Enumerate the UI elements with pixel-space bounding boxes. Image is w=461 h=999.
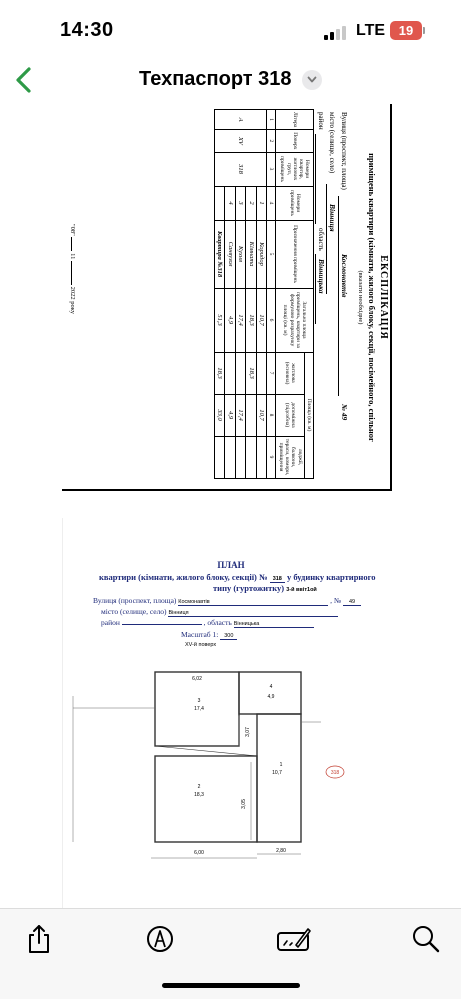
room-1-area: 10,7 [272,770,282,776]
plan-city-row [101,607,338,617]
status-time: 14:30 [60,19,114,41]
total-aux: 33,0 [214,394,224,436]
col-number: 6 [267,288,276,352]
room-aux: 17,4 [235,394,245,436]
date-year: 2022 року [69,286,76,315]
room-4-area: 4,9 [267,694,275,700]
status-bar [0,0,461,60]
plan-floor-label: XV-й поверх [185,642,217,648]
dim-305: 3,05 [241,799,247,809]
col-number: 2 [267,130,276,152]
total-living: 18,3 [214,352,224,394]
city-line [326,184,327,294]
street-line [338,196,339,396]
explication-content [62,104,392,491]
markup-pen-icon [145,923,175,955]
room-3-no: 3 [197,698,201,704]
room-aux [246,394,256,436]
district-line [315,134,316,224]
plan-city-label: місто (селище, село) [101,607,167,616]
table-row [256,110,266,479]
room-1-no: 1 [279,762,283,768]
th-total-area: Загальна площа приміщень, квартири за формулою розрахунку площі (кв. м) [276,288,314,352]
plan-subtitle-text-3: типу (гуртожитку) [213,583,285,593]
flat-marker-label: 318 [330,770,340,776]
th-room-no: Номери приміщень [276,186,314,220]
search-button[interactable] [411,923,441,955]
plan-subtitle-text-2: у будинку квартирного [287,572,376,582]
plan-flat-no: 318 [270,576,285,583]
explication-title: ЕКСПЛІКАЦІЯ [378,255,389,340]
col-number: 9 [267,436,276,478]
col-number: 8 [267,394,276,436]
explication-table [214,109,314,479]
wall-room-2 [155,756,257,842]
row-flat: 318 [214,152,266,186]
city-label: місто (селище, село) [328,112,336,174]
col-number: 1 [267,110,276,130]
plan-region-value: Вінницька [234,621,314,628]
dim-280: 2,80 [276,848,286,854]
room-name: Коридор [256,220,266,288]
room-no: 1 [256,186,266,220]
region-label: область [317,228,325,251]
total-empty [214,186,224,220]
plan-region-label: , область [203,618,232,627]
share-icon [24,923,54,955]
room-name: Санвузол [225,220,235,288]
room-living [235,352,245,394]
network-type: LTE [356,22,386,39]
plan-city-value: Вінниця [168,610,338,617]
dim-602: 6,02 [192,676,202,682]
page-gap [0,496,461,514]
total-balcony [214,436,224,478]
signal-icon [324,26,346,40]
explication-subtitle: приміщень квартири (кімнати, жилого блоку, секції, посімейного, спільног [367,153,377,442]
plan-district-label: район [101,618,120,627]
chevron-down-icon [307,76,317,84]
date-day: "08" [69,224,76,236]
document-viewer[interactable] [0,104,461,908]
street-value: Космонавтів [340,254,349,298]
signature-button[interactable] [276,923,312,955]
dim-600: 6,00 [194,850,204,856]
plan-scale-row [181,630,237,639]
explication-date [69,224,76,314]
plan-street-label: Вулиця (проспект, площа) [93,596,177,605]
plan-building-type: 3-й ввіт1ой [286,587,317,593]
plan-street-row [93,596,361,606]
th-flat-no: Номери квартир, житлових груп, приміщень [276,152,314,186]
th-balcony: лоджії, балкони, тераси, комори, приміщення [276,436,304,478]
title-menu-button[interactable] [302,70,322,90]
city-value: Вінниця [328,204,337,232]
battery-tip [423,27,425,34]
total-area: 51,3 [214,288,224,352]
room-living: 18,3 [246,352,256,394]
plan-scale-label: Масштаб 1: [181,630,219,639]
region-value: Вінницька [317,259,326,294]
room-total: 17,4 [235,288,245,352]
room-aux: 4,9 [225,394,235,436]
row-floor: XV [214,130,266,152]
room-no: 2 [246,186,256,220]
room-3-area: 17,4 [194,706,204,712]
wall-divider [155,746,257,756]
explication-subtitle-hint: (вказати необхідне) [357,270,364,325]
room-balcony [256,436,266,478]
markup-button[interactable] [145,923,175,955]
th-purpose: Призначення приміщень [276,220,314,288]
room-name: Кімната [246,220,256,288]
dim-307: 3,07 [245,727,251,737]
room-balcony [246,436,256,478]
region-line [315,254,316,324]
room-4-no: 4 [269,684,273,690]
page-explication[interactable] [62,104,392,491]
wall-room-4 [239,672,301,714]
date-month: 11 [69,253,76,260]
plan-district-row [101,618,314,628]
house-number: № 49 [340,404,349,421]
th-area-group: Площа (кв. м) [304,352,313,478]
street-label: Вулиця (проспект, площа) [340,112,348,190]
floor-plan-drawing [63,668,399,898]
plan-house-no: 49 [343,599,361,606]
th-floor: Літера [276,110,314,130]
row-letter: А [214,110,266,130]
room-no: 3 [235,186,245,220]
signature-icon [276,923,312,955]
room-total: 18,3 [246,288,256,352]
plan-house-label: , № [330,596,342,605]
th-living: житлова (основна) [276,352,304,394]
th-auxiliary: допоміжна (підсобна) [276,394,304,436]
plan-street-value: Космонавтів [178,599,328,606]
col-number: 3 [267,152,276,186]
plan-subtitle-line2 [213,583,317,593]
column-numbers-row [267,110,276,479]
room-total: 10,7 [256,288,266,352]
nav-title-area [0,68,461,91]
plan-title: ПЛАН [217,560,245,570]
wall-room-1 [257,714,301,842]
room-name: Кухня [235,220,245,288]
total-name: Квартира №318 [214,220,224,288]
home-indicator[interactable] [162,983,300,988]
room-no: 4 [225,186,235,220]
room-living [256,352,266,394]
room-balcony [225,436,235,478]
search-icon [411,923,441,955]
room-2-area: 18,3 [194,792,204,798]
room-total: 4,9 [225,288,235,352]
room-aux: 10,7 [256,394,266,436]
page-plan[interactable] [62,518,398,908]
plan-scale-value: 300 [220,633,237,640]
th-letter: Поверх [276,130,314,152]
plan-subtitle-text: квартири (кімнати, жилого блоку, секції) № [99,572,268,582]
share-button[interactable] [24,923,54,955]
room-living [225,352,235,394]
room-2-no: 2 [197,784,201,790]
nav-bar [0,60,461,104]
plan-subtitle [99,572,375,582]
document-title[interactable]: Техпаспорт 318 [139,68,292,90]
col-number: 5 [267,220,276,288]
room-balcony [235,436,245,478]
col-number: 7 [267,352,276,394]
col-number: 4 [267,186,276,220]
battery-icon: 19 [390,21,422,40]
district-label: район [317,112,325,130]
